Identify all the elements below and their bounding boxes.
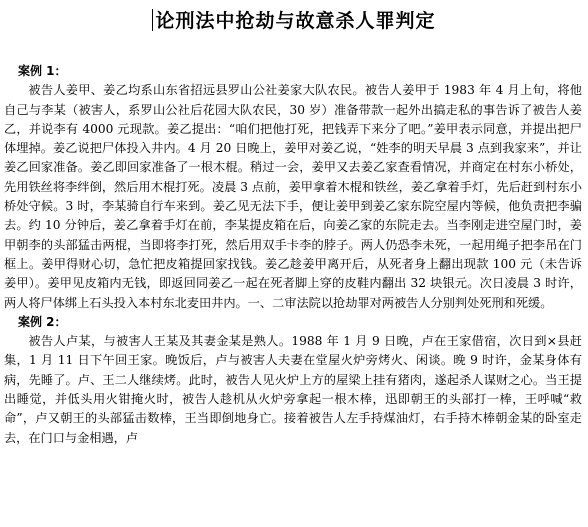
title-bar (0, 6, 588, 33)
case1-heading: 案例 1： (18, 64, 67, 78)
document-title: 论刑法中抢劫与故意杀人罪判定 (155, 10, 436, 32)
case2-heading: 案例 2： (18, 314, 67, 329)
case2-paragraph: 被告人卢某，与被害人王某及其妻金某是熟人。1988 年 1 月 9 日晚，卢在王家借宿，次日到×县赶集，1 月 11 日下午回王家。晚饭后，卢与被害人夫妻在堂屋火炉旁烤火、闲谈。晚 9 时许，金某身体有病，先睡了。卢、王二人继续烤。此时，被告人见火炉上方的屋梁上挂有猪肉，遂起杀人谋财之心。当王提出睡觉，并低头用火钳掩火时，被告人趁机从火炉旁拿起一根木棒，迅即朝王的头部打一棒，王呼喊“救命”，卢又朝王的头部猛击数棒，王当即倒地身亡。接着被告人左手持煤油灯，右手持木棒朝金某的卧室走去，在门口与金相遇，卢 (4, 334, 582, 445)
case1-paragraph: 被告人姜甲、姜乙均系山东省招远县罗山公社姜家大队农民。被告人姜甲于 1983 年 4 月上旬，将他自己与李某（被害人，系罗山公社后花园大队农民，30 岁）准备带款一起外出搞走私的事告诉了被告人姜乙，并说李有 4000 元现款。姜乙提出：“咱们把他打死，把钱弄下来分了吧。”姜甲表示同意，并提出把尸体埋掉。姜乙说把尸体投入井内。4 月 20 日晚上，姜甲对姜乙说，“姓李的明天早晨 3 点到我家来”，并让姜乙回家准备。姜乙即回家准备了一根木棍。稍过一会，姜甲又去姜乙家查看情况，并商定在村东小桥处，先用铁丝将李绊倒，然后用木棍打死。凌晨 3 点前，姜甲拿着木棍和铁丝，姜乙拿着手灯，先后赶到村东小桥处守候。3 时，李某骑自行车来到。姜乙见无法下手，便让姜甲到姜乙家东院空屋内等候，他负责把李骗去。约 10 分钟后，姜乙拿着手灯在前，李某提皮箱在后，向姜乙家的东院走去。当李刚走进空屋门时，姜甲朝李的头部猛击两棍，当即将李打死，然后用双手卡李的脖子。两人仍恐李未死，一起用绳子把李吊在门框上。姜甲得财心切，急忙把皮箱提回家找钱。姜乙趁姜甲离开后，从死者身上翻出现款 100 元（未告诉姜甲）。姜甲见皮箱内无钱，即返回同姜乙一起在死者脚上穿的皮鞋内翻出 32 块银元。次日凌晨 3 时许，两人将尸体绑上石头投入本村东北麦田井内。一、二审法院以抢劫罪对两被告人分别判处死刑和死缓。 (4, 83, 582, 310)
document-body (4, 62, 582, 448)
text-cursor (152, 9, 153, 31)
